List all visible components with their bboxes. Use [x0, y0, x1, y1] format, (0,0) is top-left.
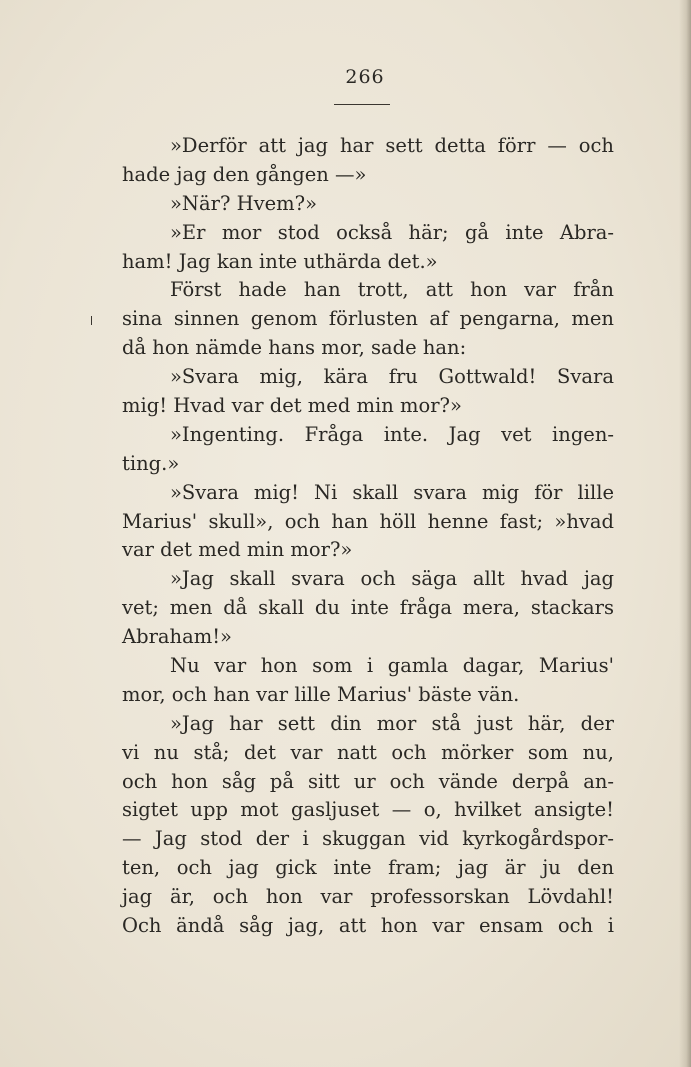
text-line: Abraham!»	[122, 625, 232, 649]
text-line: ten, och jag gick inte fram; jag är ju den	[122, 856, 614, 880]
text-line: jag är, och hon var professorskan Lövdahl!	[122, 885, 614, 909]
text-line: var det med min mor?»	[122, 538, 353, 562]
text-line: — Jag stod der i skuggan vid kyrkogårdspor-	[122, 827, 614, 851]
text-line: sina sinnen genom förlusten af pengarna, men	[122, 307, 614, 331]
text-line: mor, och han var lille Marius' bäste vän.	[122, 682, 520, 706]
text-line: »Svara mig, kära fru Gottwald! Svara	[170, 365, 614, 389]
text-line: sigtet upp mot gasljuset — o, hvilket ansigte!	[122, 798, 614, 822]
text-line: »Svara mig! Ni skall svara mig för lille	[170, 480, 614, 504]
text-line: hade jag den gången —»	[122, 162, 367, 186]
text-line: mig! Hvad var det med min mor?»	[122, 394, 462, 418]
text-line: »Jag har sett din mor stå just här, der	[170, 711, 614, 735]
page-number: 266	[345, 66, 385, 88]
text-line: »Ingenting. Fråga inte. Jag vet ingen-	[170, 422, 614, 446]
text-line: »Jag skall svara och säga allt hvad jag	[170, 567, 614, 591]
text-line: »Er mor stod också här; gå inte Abra-	[170, 220, 614, 244]
text-line: ham! Jag kan inte uthärda det.»	[122, 249, 438, 273]
text-line: Och ändå såg jag, att hon var ensam och i	[122, 914, 614, 938]
margin-mark	[91, 316, 92, 325]
text-line: Marius' skull», och han höll henne fast; »hvad	[122, 509, 614, 533]
page-edge-shadow	[679, 0, 691, 1067]
text-line: Först hade han trott, att hon var från	[170, 278, 614, 302]
text-line: vi nu stå; det var natt och mörker som nu,	[122, 740, 614, 764]
text-line: och hon såg på sitt ur och vände derpå an-	[122, 769, 614, 793]
text-line: ting.»	[122, 451, 180, 475]
body-text	[122, 132, 614, 941]
text-line: »Derför att jag har sett detta förr — och	[170, 134, 614, 157]
text-line: »När? Hvem?»	[170, 191, 318, 215]
text-line: Nu var hon som i gamla dagar, Marius'	[170, 654, 614, 678]
header-rule	[334, 104, 390, 105]
text-line: vet; men då skall du inte fråga mera, stackars	[122, 596, 614, 620]
text-line: då hon nämde hans mor, sade han:	[122, 336, 467, 360]
